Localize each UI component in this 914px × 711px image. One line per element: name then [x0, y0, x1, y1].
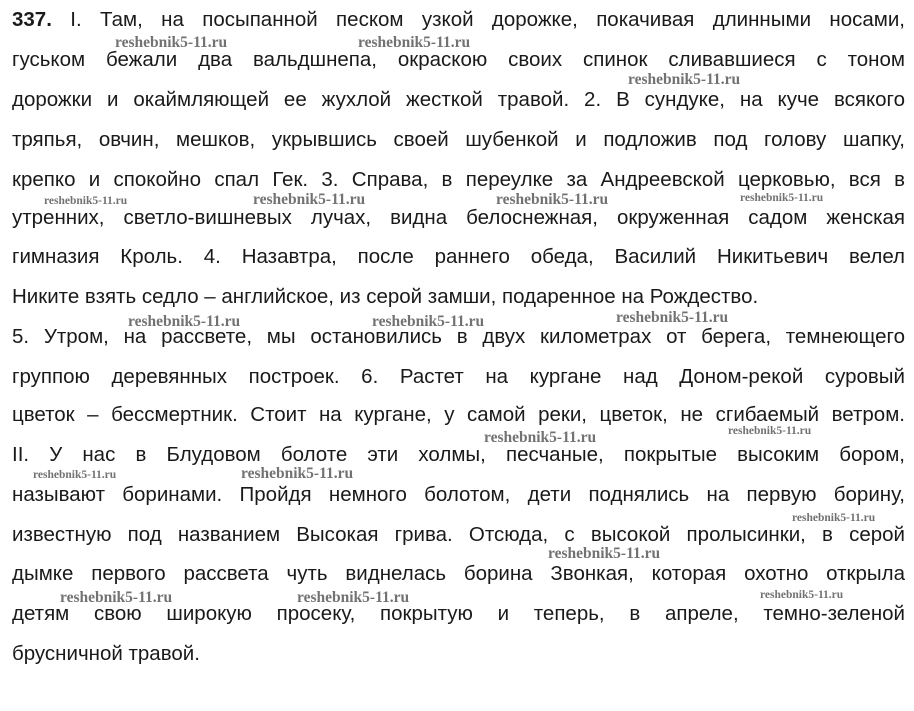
watermark: reshebnik5-11.ru	[740, 192, 824, 204]
watermark: reshebnik5-11.ru	[496, 191, 609, 208]
watermark: reshebnik5-11.ru	[616, 309, 729, 326]
watermark: reshebnik5-11.ru	[253, 191, 366, 208]
watermark: reshebnik5-11.ru	[628, 71, 741, 88]
watermark: reshebnik5-11.ru	[297, 589, 410, 606]
text-line-1	[12, 6, 905, 34]
text-line-8: Никите взять седло – английское, из серой замши, подаренное на Рождество.	[12, 285, 759, 308]
watermark: reshebnik5-11.ru	[115, 34, 228, 51]
exercise-number: 337.	[12, 8, 52, 31]
text-line-3: дорожки и окаймляющей ее жухлой жесткой травой. 2. В сундуке, на куче всякого	[12, 88, 905, 111]
text-line-17: брусничной травой.	[12, 642, 200, 665]
watermark: reshebnik5-11.ru	[241, 465, 354, 482]
text-line-12: II. У нас в Блудовом болоте эти холмы, песчаные, покрытые высоким бором,	[12, 443, 905, 466]
watermark: reshebnik5-11.ru	[728, 425, 812, 437]
watermark: reshebnik5-11.ru	[60, 589, 173, 606]
watermark: reshebnik5-11.ru	[33, 469, 117, 481]
watermark: reshebnik5-11.ru	[128, 313, 241, 330]
watermark: reshebnik5-11.ru	[548, 545, 661, 562]
watermark: reshebnik5-11.ru	[484, 429, 597, 446]
watermark: reshebnik5-11.ru	[760, 589, 844, 601]
text-line-16: детям свою широкую просеку, покрытую и теперь, в апреле, темно-зеленой	[12, 602, 905, 625]
text-line-5: крепко и спокойно спал Гек. 3. Справа, в переулке за Андреевской церковью, вся в	[12, 168, 905, 191]
watermark: reshebnik5-11.ru	[358, 34, 471, 51]
text-line-7: гимназия Кроль. 4. Назавтра, после раннего обеда, Василий Никитьевич велел	[12, 245, 905, 268]
text-line-11: цветок – бессмертник. Стоит на кургане, у самой реки, цветок, не сгибаемый ветром.	[12, 403, 905, 426]
text-line-14: известную под названием Высокая грива. Отсюда, с высокой пролысинки, в серой	[12, 523, 905, 546]
watermark: reshebnik5-11.ru	[372, 313, 485, 330]
watermark: reshebnik5-11.ru	[792, 512, 876, 524]
text-line-13: называют боринами. Пройдя немного болотом, дети поднялись на первую борину,	[12, 483, 905, 506]
text-line-15: дымке первого рассвета чуть виднелась борина Звонкая, которая охотно открыла	[12, 562, 905, 585]
text-line-9: 5. Утром, на рассвете, мы остановились в двух километрах от берега, темнеющего	[12, 325, 905, 348]
text-line-2: гуськом бежали два вальдшнепа, окраскою своих спинок сливавшиеся с тоном	[12, 48, 905, 71]
watermark: reshebnik5-11.ru	[44, 195, 128, 207]
text-line-4: тряпья, овчин, мешков, укрывшись своей шубенкой и подложив под голову шапку,	[12, 128, 905, 151]
text-line-6: утренних, светло-вишневых лучах, видна белоснежная, окруженная садом женская	[12, 206, 905, 229]
text-line-1-content: I. Там, на посыпанной песком узкой дорожке, покачивая длинными носами,	[51, 8, 905, 31]
text-line-10: группою деревянных построек. 6. Растет на кургане над Доном-рекой суровый	[12, 365, 905, 388]
